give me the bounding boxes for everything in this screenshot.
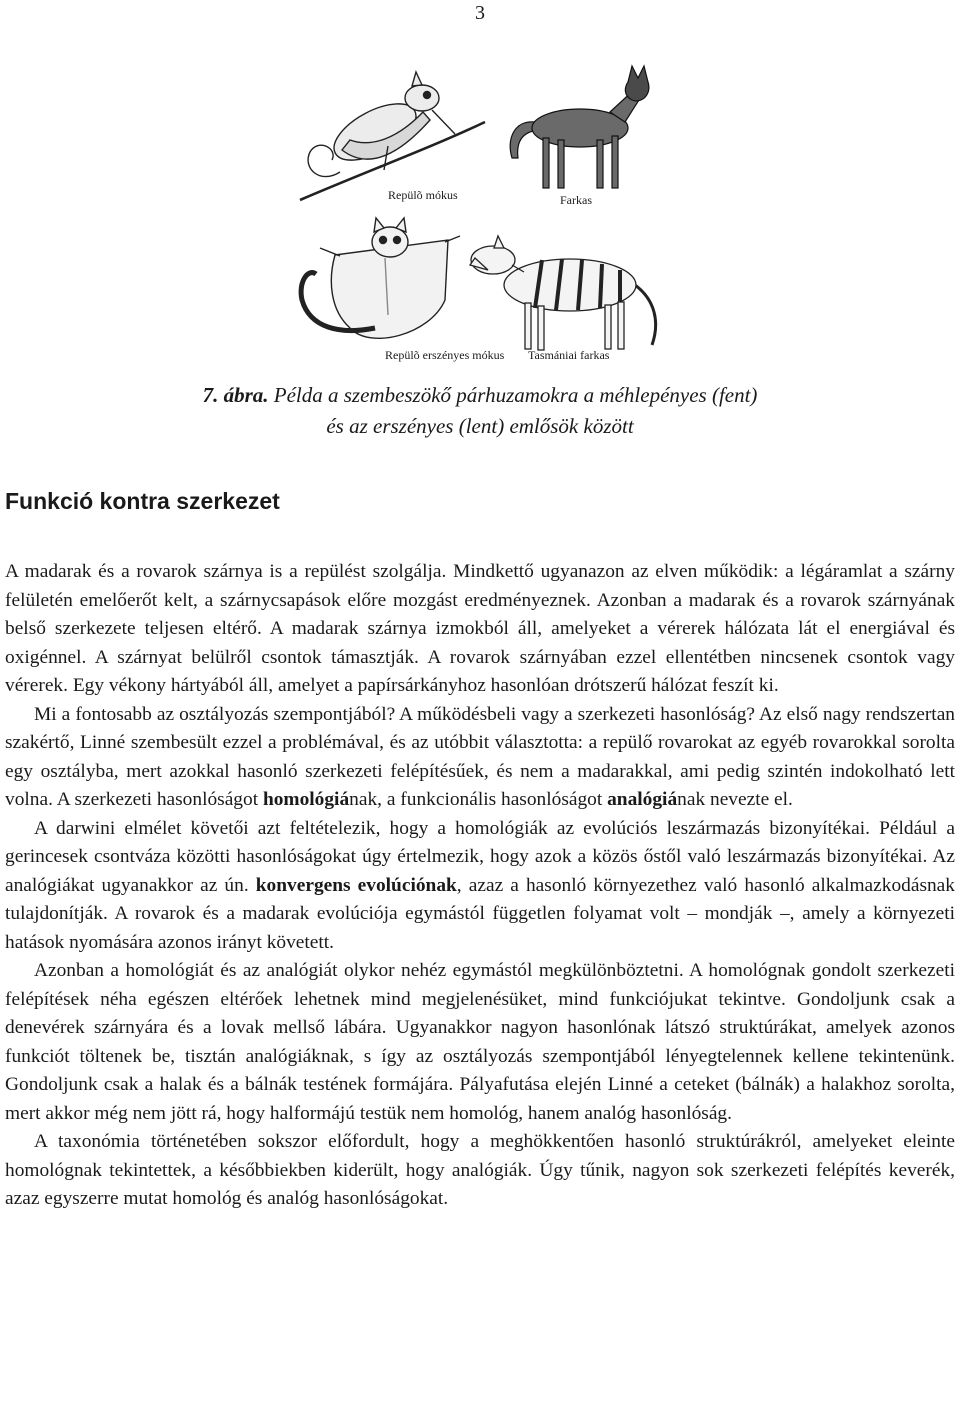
paragraph-text: A madarak és a rovarok szárnya is a repülést szolgálja. Mindkettő ugyanazon az elven működik: a légáramlat a szárny felületén emelőerőt kelt, a szárnycsapások előre mozgást eredményeznek. Azonban a madarak és a rovarok szárnyának belső szerkezete teljesen eltérő. A madarak szárnya izmokból áll, amelyeket a vérerek hálózata lát el energiával és oxigénnel. A szárnyat belülről csontok támasztják. A rovarok szárnyában ezzel ellentétben nincsenek csontok vagy vérerek. Egy vékony hártyából áll, amelyet a papírsárkányhoz hasonlóan drótszerű hálózat feszít ki.: [5, 561, 955, 696]
bold-term: homológiá: [262, 789, 350, 810]
sugar-glider-drawing: [301, 218, 460, 338]
figure-parallel-mammals: [280, 60, 680, 370]
label-wolf: Farkas: [560, 193, 592, 207]
paragraph: [5, 815, 955, 958]
paragraph-text: Azonban a homológiát és az analógiát olykor nehéz egymástól megkülönböztetni. A homológnak gondolt szerkezeti felépítések néha egészen eltérőek lehetnek mind megjelenésüket, mind funkciójukat tekintve. Gondoljunk csak a denevérek szárnyára és a lovak mellső lábára. Ugyanakkor nagyon hasonlónak látszó struktúrákat, amelyek azonos funkciót töltenek be, tisztán analógiáknak, s így az osztályozás szempontjából lényegtelennek kellene tekintenünk. Gondoljunk csak a halak és a bálnák testének formájára. Pályafutása elején Linné a ceteket (bálnák) a halakhoz sorolta, mert akkor még nem jött rá, hogy halformájú testük nem homológ, hanem analóg hasonlóság.: [5, 960, 955, 1124]
caption-text-1: Példa a szembeszökő párhuzamokra a méhlepényes (fent): [273, 383, 758, 407]
figure-number: 7. ábra.: [202, 383, 269, 407]
label-thylacine: Tasmániai farkas: [528, 348, 610, 362]
section-heading: Funkció kontra szerkezet: [5, 488, 280, 514]
caption-line-2: és az erszényes (lent) emlősök között: [326, 414, 634, 438]
paragraph-text: nak nevezte el.: [677, 789, 793, 810]
caption-line-1: [0, 380, 960, 411]
flying-squirrel-drawing: [300, 72, 485, 200]
paragraph-text: Mi a fontosabb az osztályozás szempontjából? A működésbeli vagy a szerkezeti hasonlóság? Az első nagy rendszertan szakértő, Linné szembesült ezzel a problémával, és az utóbbit választotta: a repülő rovarokat az egyéb rovarokkal sorolta egy osztályba, mert azokkal hasonló szerkezeti felépítésűek, és nem a madarakkal, ami pedig szintén indokolható lett volna. A szerkezeti hasonlóságot: [5, 703, 955, 810]
wolf-drawing: [510, 66, 649, 188]
label-sugar-glider: Repülõ erszényes mókus: [385, 348, 505, 362]
paragraph: [5, 701, 955, 815]
page-number: 3: [475, 2, 485, 24]
paragraph-text: A darwini elmélet követői azt feltételezik, hogy a homológiák az evolúciós leszármazás bizonyítékai. Például a gerincesek csontváza közötti hasonlóságokat úgy értelmezik, hogy azok a közös őstől való leszármazás bizonyítékai. Az analógiákat ugyanakkor az ún.: [5, 817, 955, 896]
paragraph-text: A taxonómia történetében sokszor előfordult, hogy a meghökkentően hasonló struktúrákról, amelyeket eleinte homológnak tekintettek, a későbbiekben kiderült, hogy analógiák. Úgy tűnik, nagyon sok szerkezeti felépítés keverék, azaz egyszerre mutat homológ és analóg hasonlóságokat.: [5, 1131, 955, 1209]
paragraph: [5, 957, 955, 1128]
paragraph: [5, 558, 955, 701]
thylacine-drawing: [470, 236, 656, 350]
label-flying-squirrel: Repülõ mókus: [388, 188, 458, 202]
bold-term: analógiá: [607, 789, 678, 810]
paragraph-text: nak, a funkcionális hasonlóságot: [349, 789, 608, 810]
paragraph: [5, 1128, 955, 1214]
figure-caption: [0, 380, 960, 442]
figure-illustration: [280, 60, 680, 370]
body-text: [5, 558, 955, 1214]
paragraph-text: , azaz a hasonló környezethez való hasonló alkalmazkodásnak tulajdonítják. A rovarok és a madarak evolúciója egymástól független folyamat volt – mondják –, amely a környezeti hatások nyomására azonos irányt követett.: [5, 874, 955, 953]
bold-term: konvergens evolúciónak: [255, 874, 457, 896]
